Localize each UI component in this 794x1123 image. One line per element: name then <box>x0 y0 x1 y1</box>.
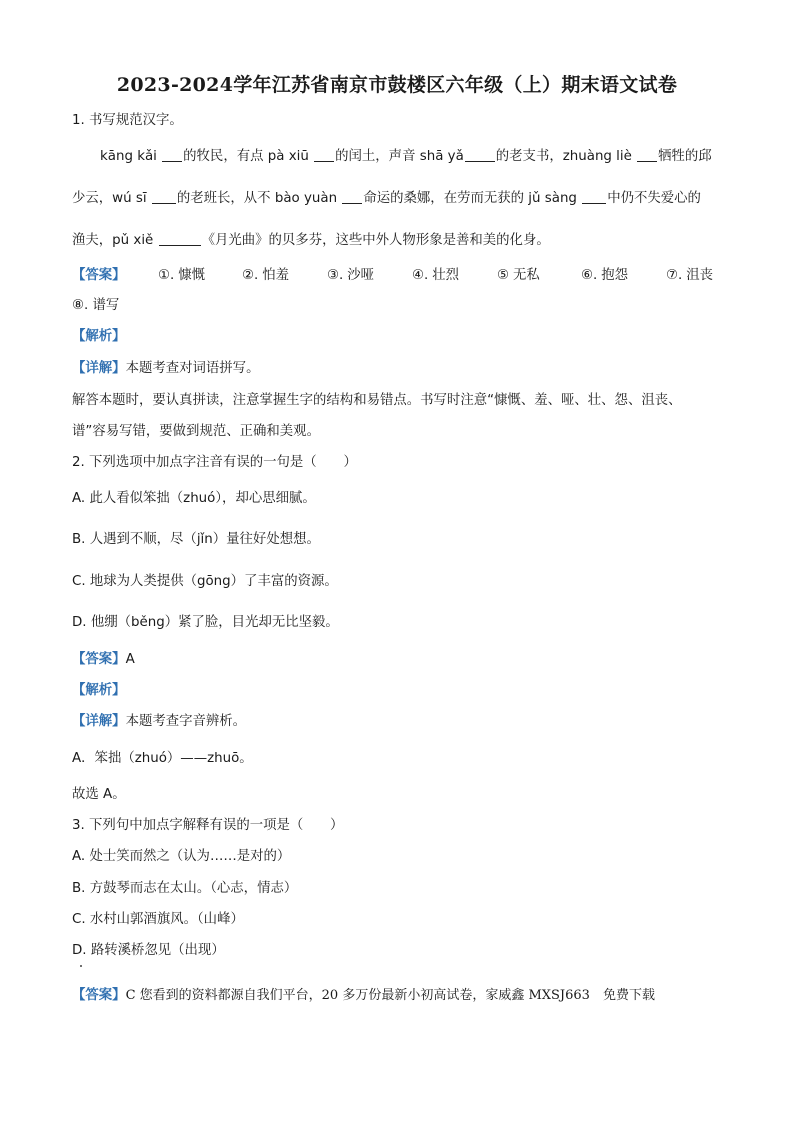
answer-item: ⑥. 抱怨 <box>581 268 629 283</box>
q2-explain-2: 故选 A。 <box>72 787 126 802</box>
answer-item: ③. 沙哑 <box>327 268 375 283</box>
fill-blank <box>152 189 176 204</box>
q2-answer: 【答案】A <box>72 652 135 667</box>
pinyin-text: kāng kǎi <box>100 149 157 164</box>
answer-label: 【答案】 <box>72 268 126 283</box>
q2-option-a: A. 此人看似笨拙（zhuó），却心思细腻。 <box>72 491 316 506</box>
fill-blank <box>342 189 362 204</box>
pinyin-text: 少云，wú sī <box>72 191 147 206</box>
answer-item: ⑦. 沮丧 <box>666 268 714 283</box>
q2-option-d: D. 他绷（běng）紧了脸，目光却无比坚毅。 <box>72 615 339 630</box>
q1-question: 1. 书写规范汉字。 <box>72 113 183 128</box>
answer-item: ⑤ 无私 <box>497 268 540 283</box>
answer-item: ⑧. 谱写 <box>72 298 120 313</box>
fill-blank <box>159 231 201 246</box>
q2-option-c: C. 地球为人类提供（gōng）了丰富的资源。 <box>72 574 338 589</box>
fill-blank <box>582 189 606 204</box>
pinyin-text: 的老支书，zhuàng liè <box>495 149 632 164</box>
q1-line-2 <box>72 189 701 208</box>
q2-option-b: B. 人遇到不顺，尽（jǐn）量往好处想想。 <box>72 532 320 547</box>
pinyin-text: 的老班长，从不 bào yuàn <box>176 191 338 206</box>
pinyin-text: 渔夫，pǔ xiě <box>72 233 154 248</box>
exam-title: 2023-2024学年江苏省南京市鼓楼区六年级（上）期末语文试卷 <box>116 74 678 96</box>
q2-detail: 【详解】本题考查字音辨析。 <box>72 714 247 729</box>
fill-blank <box>637 147 657 162</box>
q1-explain-2: 谱”容易写错，要做到规范、正确和美观。 <box>72 424 320 439</box>
pinyin-text: 的闰土，声音 shā yǎ <box>335 149 464 164</box>
q1-detail: 【详解】本题考查对词语拼写。 <box>72 361 260 376</box>
q3-answer: 【答案】C 您看到的资料都源自我们平台，20 多万份最新小初高试卷，家威鑫 MXSJ663 免费下载 <box>72 988 655 1003</box>
fill-blank <box>162 147 182 162</box>
q1-line-3 <box>72 231 550 250</box>
q2-question: 2. 下列选项中加点字注音有误的一句是（ ） <box>72 455 357 470</box>
answer-item: ②. 怕羞 <box>242 268 290 283</box>
stray-dot <box>80 965 82 967</box>
q1-explain-1: 解答本题时，要认真拼读，注意掌握生字的结构和易错点。书写时注意“慷慨、羞、哑、壮、怨、沮丧、 <box>72 393 682 408</box>
q3-option-b: B. 方鼓琴而志在太山。（心志，情志） <box>72 881 298 896</box>
analysis-label: 【解析】 <box>72 683 126 698</box>
pinyin-text: 《月光曲》的贝多芬，这些中外人物形象是善和美的化身。 <box>201 233 550 248</box>
answer-item: ①. 慷慨 <box>158 268 206 283</box>
q3-option-d: D. 路转溪桥忽见（出现） <box>72 943 225 958</box>
q3-question: 3. 下列句中加点字解释有误的一项是（ ） <box>72 818 344 833</box>
answer-item: ④. 壮烈 <box>412 268 460 283</box>
q1-line-1 <box>100 147 712 166</box>
fill-blank <box>314 147 334 162</box>
q3-option-a: A. 处士笑而然之（认为……是对的） <box>72 849 291 864</box>
pinyin-text: 的牧民，有点 pà xiū <box>183 149 309 164</box>
pinyin-text: 牺牲的邱 <box>658 149 712 164</box>
pinyin-text: 中仍不失爱心的 <box>607 191 701 206</box>
q1-answer-row <box>72 264 726 284</box>
q3-option-c: C. 水村山郭酒旗风。（山峰） <box>72 912 244 927</box>
pinyin-text: 命运的桑娜，在劳而无获的 jǔ sàng <box>363 191 577 206</box>
fill-blank <box>465 147 495 162</box>
q2-explain-1: A．笨拙（zhuó）——zhuō。 <box>72 751 253 766</box>
analysis-label: 【解析】 <box>72 329 126 344</box>
